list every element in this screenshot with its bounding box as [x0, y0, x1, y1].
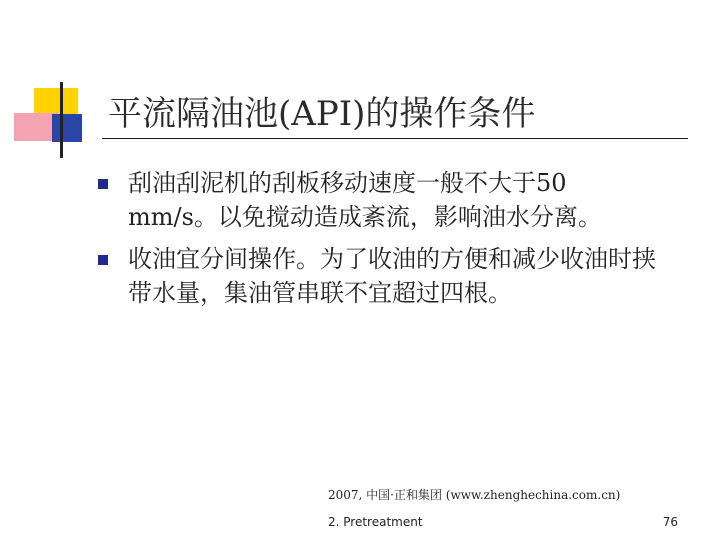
square-bullet-icon: [98, 179, 108, 189]
bullet-item: [96, 166, 656, 234]
bullet-list: [96, 166, 656, 318]
bullet-text: 收油宜分间操作。为了收油的方便和减少收油时挟带水量，集油管串联不宜超过四根。: [128, 245, 656, 307]
bullet-item: [96, 242, 656, 310]
title-underline: [102, 138, 688, 139]
slide-title: 平流隔油池(API)的操作条件: [108, 94, 536, 134]
footer-credit: 2007, 中国·正和集团 (www.zhenghechina.com.cn): [328, 488, 621, 502]
deco-blue-square: [52, 114, 82, 142]
footer-section: 2. Pretreatment: [328, 515, 423, 529]
deco-vertical-line: [60, 82, 63, 158]
bullet-text: 刮油刮泥机的刮板移动速度一般不大于50 mm/s。以免搅动造成紊流，影响油水分离。: [128, 169, 602, 231]
square-bullet-icon: [98, 255, 108, 265]
page-number: 76: [662, 515, 678, 529]
